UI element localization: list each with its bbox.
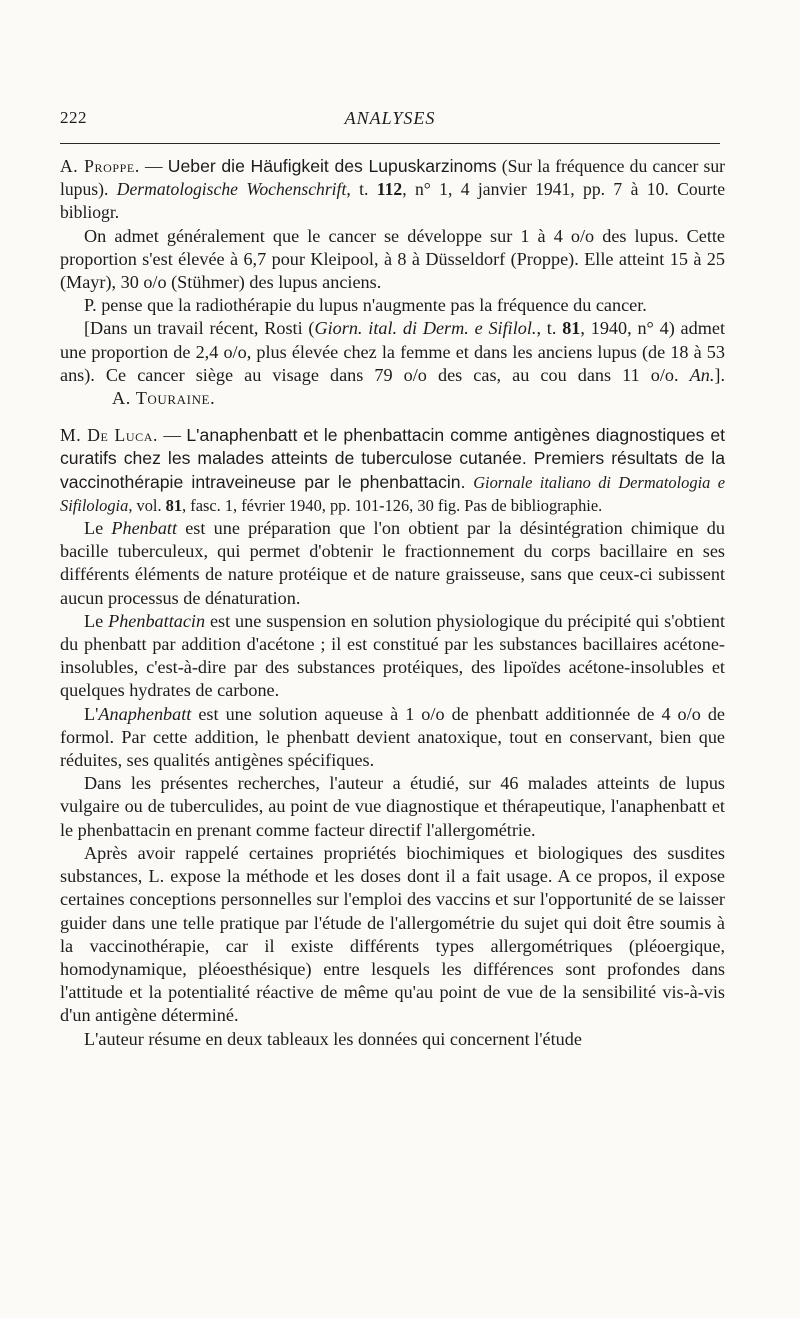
article2-vol-prefix: , vol. xyxy=(128,495,166,515)
article2-paragraph-3 xyxy=(60,703,725,773)
article2-p2-b: est une suspension en solution physiologique du précipité qui s'obtient du phenbatt par addition d'acétone ; il est constitué par les substances bacillaires acétone-insolubles, c'est-à-dire par des substances protéiques, des lipoïdes acétone-insolubles et quelques hydrates de carbone. xyxy=(60,610,726,701)
article1-p3-c: , 1940, n° 4) admet une proportion de 2,4 o/o, plus élevée chez la femme et dans les anciens lupus (de 18 à 53 ans). Ce cancer siège au visage dans 79 o/o des cas, au cou dans 11 o/o. xyxy=(60,318,725,385)
article2-p1-a: Le xyxy=(84,518,112,539)
article1-german-title: Ueber die Häufigkeit des Lupuskarzinoms xyxy=(167,156,497,176)
article1-author: A. Proppe. xyxy=(60,156,140,176)
article2-journal: Giornale italiano di Dermatologia e Sifilologia xyxy=(60,472,725,515)
article1-t-prefix: , t. xyxy=(346,179,377,200)
article1-p3-d: ]. xyxy=(714,364,725,385)
article1-signature: A. Touraine. xyxy=(112,388,216,409)
article2-heading xyxy=(60,424,725,517)
article2-p3-b: est une solution aqueuse à 1 o/o de phenbatt additionnée de 4 o/o de formol. Par cette addition, le phenbatt devient anatoxique, tout en conservant, bien que réduites, ses qualités antigènes spécifiques. xyxy=(60,703,725,771)
article2-p2-term: Phenbattacin xyxy=(108,610,206,631)
article2-main-title: L'anaphenbatt et le phenbattacin comme antigènes diagnostiques et curatifs chez les malades atteints de tuberculose cutanée. Premiers résultats de la vaccinothérapie intraveineuse par le phenbattacin. xyxy=(60,425,725,492)
header-rule xyxy=(60,143,720,144)
article1-p3-volume: 81 xyxy=(562,318,581,339)
article2-p2-a: Le xyxy=(84,610,109,631)
page-number: 222 xyxy=(60,108,87,127)
article2-paragraph-1 xyxy=(60,517,725,610)
article1-journal: Dermatologische Wochenschrift xyxy=(116,179,347,200)
article1-dash: — xyxy=(139,156,168,176)
article1-french-title: (Sur la fréquence du cancer sur lupus). xyxy=(60,156,726,200)
article1-paragraph-1: On admet généralement que le cancer se développe sur 1 à 4 o/o des lupus. Cette proportion s'est élevée à 6,7 pour Kleipool, à 8 à Düsseldorf (Proppe). Elle atteint 15 à 25 (Mayr), 30 o/o (Stühmer) des lupus anciens. xyxy=(60,225,725,293)
section-gap xyxy=(60,410,725,424)
article1-paragraph-2: P. pense que la radiothérapie du lupus n'augmente pas la fréquence du cancer. xyxy=(84,295,647,316)
article2-p3-term: Anaphenbatt xyxy=(98,703,192,724)
page-header xyxy=(60,108,720,138)
article2-paragraph-2 xyxy=(60,610,725,703)
article1-p3-journal: Giorn. ital. di Derm. e Sifilol. xyxy=(314,318,537,339)
article2-volume: 81 xyxy=(165,495,183,515)
article2-p1-term: Phenbatt xyxy=(111,518,178,539)
article2-dash: — xyxy=(157,425,187,446)
article1-paragraph-3 xyxy=(60,317,725,410)
article1-p3-b: , t. xyxy=(536,318,563,339)
article1-volume: 112 xyxy=(376,179,403,200)
article2-p3-a: L' xyxy=(84,703,99,724)
page-body xyxy=(60,155,725,1051)
article1-p3-a: [Dans un travail récent, Rosti ( xyxy=(84,318,315,339)
article1-p3-an: An. xyxy=(689,364,715,385)
running-title: ANALYSES xyxy=(344,108,436,128)
article2-citation: , fasc. 1, février 1940, pp. 101-126, 30 fig. Pas de bibliographie. xyxy=(182,495,603,515)
article2-paragraph-5: Après avoir rappelé certaines propriétés biochimiques et biologiques des susdites substances, L. expose la méthode et les doses dont il a fait usage. A ce propos, il expose certaines conceptions personnelles sur l'emploi des vaccins et sur l'opportunité de se laisser guider dans une telle pratique par l'étude de l'allergométrie du sujet qui doit être soumis à la vaccinothérapie, car il existe différents types allergométriques (pléoergique, homodynamique, pléoesthésique) entre lesquels les différences sont profondes dans l'attitude et la potentialité réactive de même qu'au point de vue de la sensibilité vis-à-vis d'un antigène déterminé. xyxy=(60,842,725,1026)
article2-p1-b: est une préparation que l'on obtient par la désintégration chimique du bacille tuberculeux, qui permet d'obtenir le fractionnement du corps bacillaire en ses différents éléments de nature protéique et de nature graisseuse, sans que ceux-ci subissent aucun processus de dénaturation. xyxy=(60,518,725,608)
article2-paragraph-4: Dans les présentes recherches, l'auteur a étudié, sur 46 malades atteints de lupus vulgaire ou de tuberculides, au point de vue diagnostique et thérapeutique, l'anaphenbatt et le phenbattacin en prenant comme facteur directif l'allergométrie. xyxy=(60,773,725,840)
article1-citation: , n° 1, 4 janvier 1941, pp. 7 à 10. Courte bibliogr. xyxy=(60,179,726,223)
article2-author: M. De Luca. xyxy=(60,425,158,446)
article1-heading xyxy=(60,155,725,225)
article2-paragraph-6: L'auteur résume en deux tableaux les données qui concernent l'étude xyxy=(84,1028,582,1049)
